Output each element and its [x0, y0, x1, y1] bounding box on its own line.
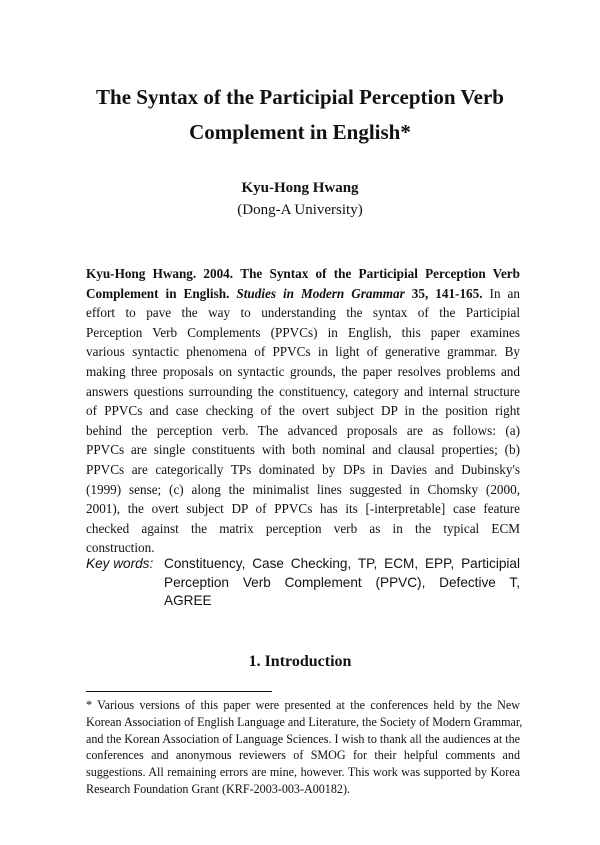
title-line: The Syntax of the Participial Perception Verb: [96, 85, 504, 109]
abstract-line: 2001), the overt subject DP of PPVCs has its [-interpretable] case feature: [86, 501, 520, 517]
keywords-line: Perception Verb Complement (PPVC), Defective T,: [164, 574, 520, 590]
citation-title-cont: Complement in English.: [86, 285, 230, 301]
footnote-line: Research Foundation Grant (KRF-2003-003-A00182).: [86, 781, 351, 796]
section-heading: 1. Introduction: [248, 653, 352, 670]
citation-author-year: Kyu-Hong Hwang. 2004.: [86, 266, 234, 281]
footnote-line: * Various versions of this paper were presented at the conferences held by the New: [86, 698, 520, 712]
abstract-line: Perception Verb Complements (PPVCs) in English, this paper examines: [86, 324, 520, 340]
abstract-line: making three proposals on syntactic grounds, the paper resolves problems and: [86, 363, 520, 379]
abstract-line: of PPVCs and case checking of the overt subject DP in the position right: [86, 403, 520, 419]
paper-title: [0, 80, 600, 150]
author-affiliation: (Dong-A University): [237, 202, 363, 218]
keywords: [86, 555, 520, 611]
keywords-label: Key words:: [86, 556, 154, 571]
citation-title: The Syntax of the Participial Perception Verb: [240, 266, 520, 281]
abstract-line: construction.: [86, 540, 155, 556]
footnote-line: Korean Association of English Language and Literature, the Society of Modern Grammar,: [86, 714, 523, 729]
abstract-line: various syntactic phenomena of PPVCs in light of generative grammar. By: [86, 344, 520, 360]
abstract-line: PPVCs are categorically TPs dominated by DPs in Davies and Dubinsky's: [86, 461, 520, 477]
volume-pages: 35, 141-165.: [411, 285, 483, 301]
abstract-line: behind the perception verb. The advanced proposals are as follows: (a): [86, 422, 520, 438]
abstract-line: [86, 284, 520, 304]
abstract-line: (1999) sense; (c) along the minimalist lines suggested in Chomsky (2000,: [86, 481, 520, 497]
abstract-line: PPVCs are single constituents with both nominal and clausal properties; (b): [86, 442, 520, 458]
abstract-line: checked against the matrix perception verb as in the typical ECM: [86, 520, 520, 536]
abstract: [86, 264, 520, 558]
journal-name: Studies in Modern Grammar: [236, 285, 405, 301]
title-line: Complement in English*: [189, 120, 411, 144]
keywords-line: AGREE: [164, 593, 212, 609]
author-name: Kyu-Hong Hwang: [241, 180, 359, 196]
keywords-line: Constituency, Case Checking, TP, ECM, EPP, Participial: [164, 556, 520, 571]
abstract-line: answers questions surrounding the constituency, category and internal structure: [86, 383, 520, 399]
abstract-line: [86, 264, 520, 284]
footnote-line: suggestions. All remaining errors are mine, however. This work was supported by Korea: [86, 765, 520, 780]
footnote-line: and the Korean Association of Language Sciences. I wish to thank all the audiences at the: [86, 731, 520, 746]
abstract-text: In an: [489, 285, 520, 301]
footnote-line: conferences and anonymous reviewers of SMOG for their helpful comments and: [86, 748, 520, 763]
footnote: [86, 697, 523, 798]
abstract-line: effort to pave the way to understanding the syntax of the Participial: [86, 305, 520, 321]
footnote-divider: [86, 691, 272, 692]
